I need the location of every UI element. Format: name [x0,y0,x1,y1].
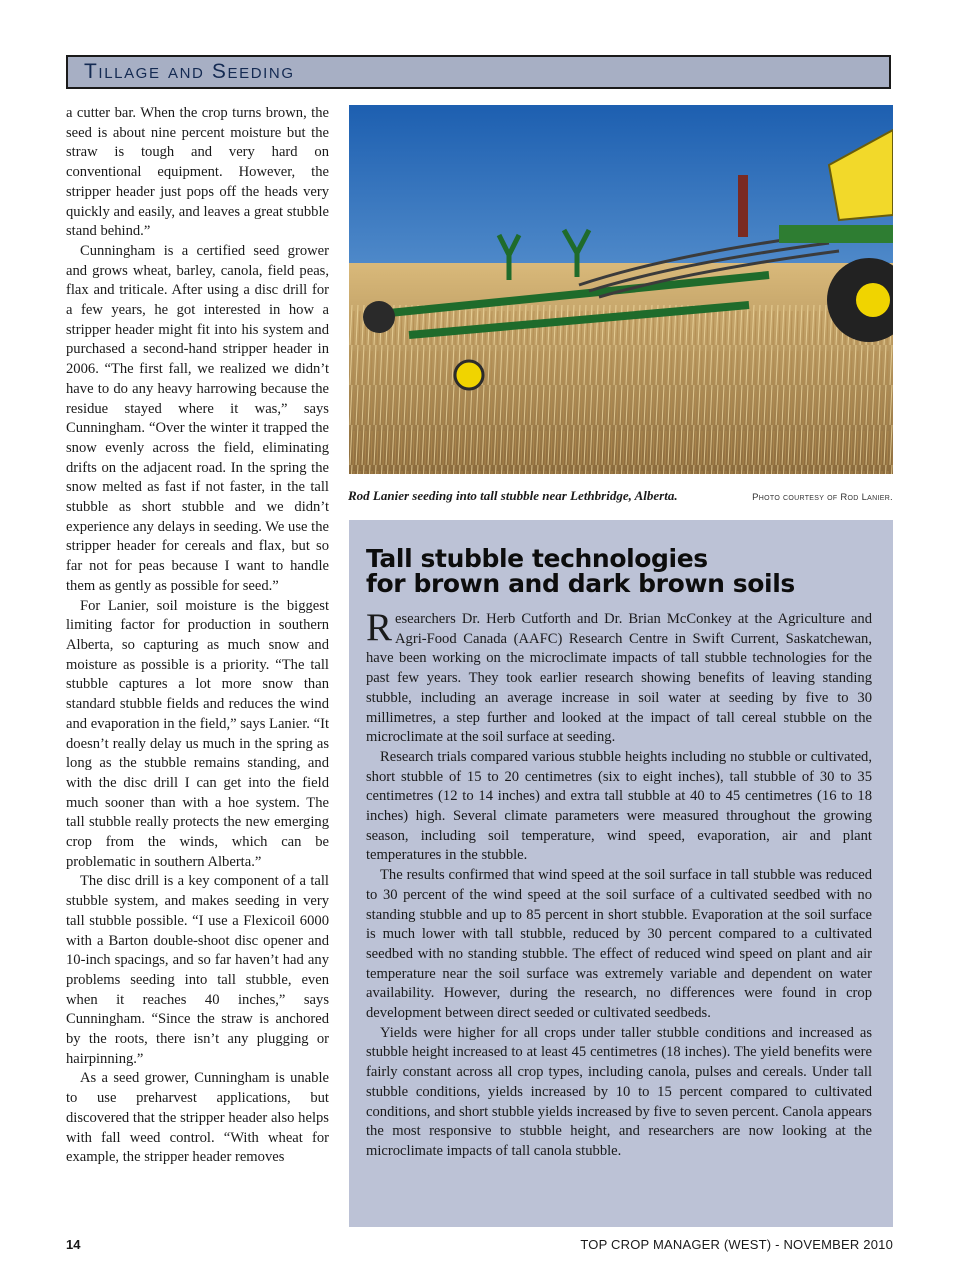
publication-footer: TOP CROP MANAGER (WEST) - NOVEMBER 2010 [580,1237,893,1252]
seeding-photo [349,105,893,474]
sidebar-box [349,520,893,1227]
photo-credit: Photo courtesy of Rod Lanier. [752,492,893,503]
article-paragraph: Cunningham is a certified seed grower and grows wheat, barley, canola, field peas, flax and triticale. After using a disc drill for a few years, he got interested in how a stripper header might fit into his system and purchased a second-hand stripper header in 2006. “The first fall, we realized we didn’t have to do any heavy harrowing because the residue stayed where it was,” says Cunningham. “Over the winter it trapped the snow evenly across the field, eliminating drifts on the adjacent road. In the spring the snow melted as fast if not faster, in the tall stubble as short stubble and we didn’t experience any delays in seeding. We use the stripper header for cereals and flax, but so far not for peas because I want to handle them as gently as possible for seed.” [66,242,329,594]
sidebar-lead-paragraph [366,606,872,748]
section-header [66,55,891,89]
photo-caption-row [348,488,893,504]
sidebar-paragraph: Yields were higher for all crops under taller stubble conditions and increased as stubble height increased to at least 45 centimetres (18 inches). The yield benefits were fairly constant across all crop types, including canola, pulses and cereals. Under tall stubble conditions, yields increased by 10 to 15 percent compared to cultivated conditions, and short stubble yields increased by five to seven percent. Canola appears the most responsive to stubble height, and researchers are now looking at the microclimate impacts of tall canola stubble. [366,1024,872,1159]
section-title: Tillage and Seeding [84,60,295,83]
article-paragraph: As a seed grower, Cunningham is unable to use preharvest applications, but discovered that the stripper header also helps with fall weed control. “With wheat for example, the stripper header removes [66,1070,329,1166]
photo-caption: Rod Lanier seeding into tall stubble near Lethbridge, Alberta. [348,488,678,503]
article-paragraph: The disc drill is a key component of a tall stubble system, and makes seeding in very tall stubble possible. “I use a Flexicoil 6000 with a Barton double-shoot disc opener and 10-inch spacings, and so far haven’t had any problems seeding into tall stubble, even when it reaches 40 inches,” says Cunningham. “Since the straw is anchored by the roots, there isn’t any plugging or hairpinning.” [66,873,329,1067]
sidebar-paragraph: Research trials compared various stubble heights including no stubble or cultivated, short stubble of 15 to 20 centimetres (six to eight inches), tall stubble of 30 to 35 centimetres (12 to 14 inches) and extra tall stubble at 40 to 45 centimetres (16 to 18 inches) high. Several climate parameters were measured throughout the growing season, including soil temperature, wind speed, evaporation, air and plant temperatures in the stubble. [366,748,872,864]
sidebar-title-line1: Tall stubble technologies [366,544,708,573]
sidebar-lead-text: esearchers Dr. Herb Cutforth and Dr. Brian McConkey at the Agriculture and Agri-Food Canada (AAFC) Research Centre in Swift Current, Saskatchewan, have been working on the microclimate impacts of tall stubble technologies for the past few years. They took earlier research showing benefits of leaving standing stubble, including an average increase in soil water at seeding by five to 30 millimetres, a step further and looked at the impact of tall cereal stubble on the microclimate at the soil surface at seeding. [366,611,872,746]
article-left-column [66,104,329,1168]
page-number: 14 [66,1237,81,1252]
article-paragraph: a cutter bar. When the crop turns brown, the seed is about nine percent moisture but the straw is tough and very hard on conventional equipment. However, the stripper header just pops off the heads very quickly and easily, and leaves a great stubble stand behind.” [66,105,329,240]
sidebar-paragraph: The results confirmed that wind speed at the soil surface in tall stubble was reduced to 30 percent of the wind speed at the soil surface of a cultivated seedbed with no standing stubble and up to 85 percent in short stubble. Evaporation at the soil surface is much lower with tall stubble, reduced by 30 percent compared to a cultivated seedbed with no standing stubble. The effect of reduced wind speed on plant and air temperature near the soil surface was extremely variable and dependent on water availability. However, during the research, no differences were found in crop development between direct seeded or cultivated seedbeds. [366,867,872,1022]
sidebar-title [366,546,872,596]
sidebar-body [366,606,872,1162]
drop-cap: R [366,606,393,649]
sidebar-title-line2: for brown and dark brown soils [366,569,795,598]
seeding-photo-illustration [349,105,893,474]
article-paragraph: For Lanier, soil moisture is the biggest limiting factor for production in southern Alberta, so capturing as much snow and moisture as possible is a priority. “The tall stubble captures a lot more snow than standard stubble fields and reduces the wind and evaporation in the field,” says Lanier. “It doesn’t really delay us much in the spring as long as the stubble remains standing, and with the disc drill I can get into the field much sooner than with a hoe system. The tall stubble really protects the new emerging crop from the winds, which can be problematic in southern Alberta.” [66,597,329,870]
